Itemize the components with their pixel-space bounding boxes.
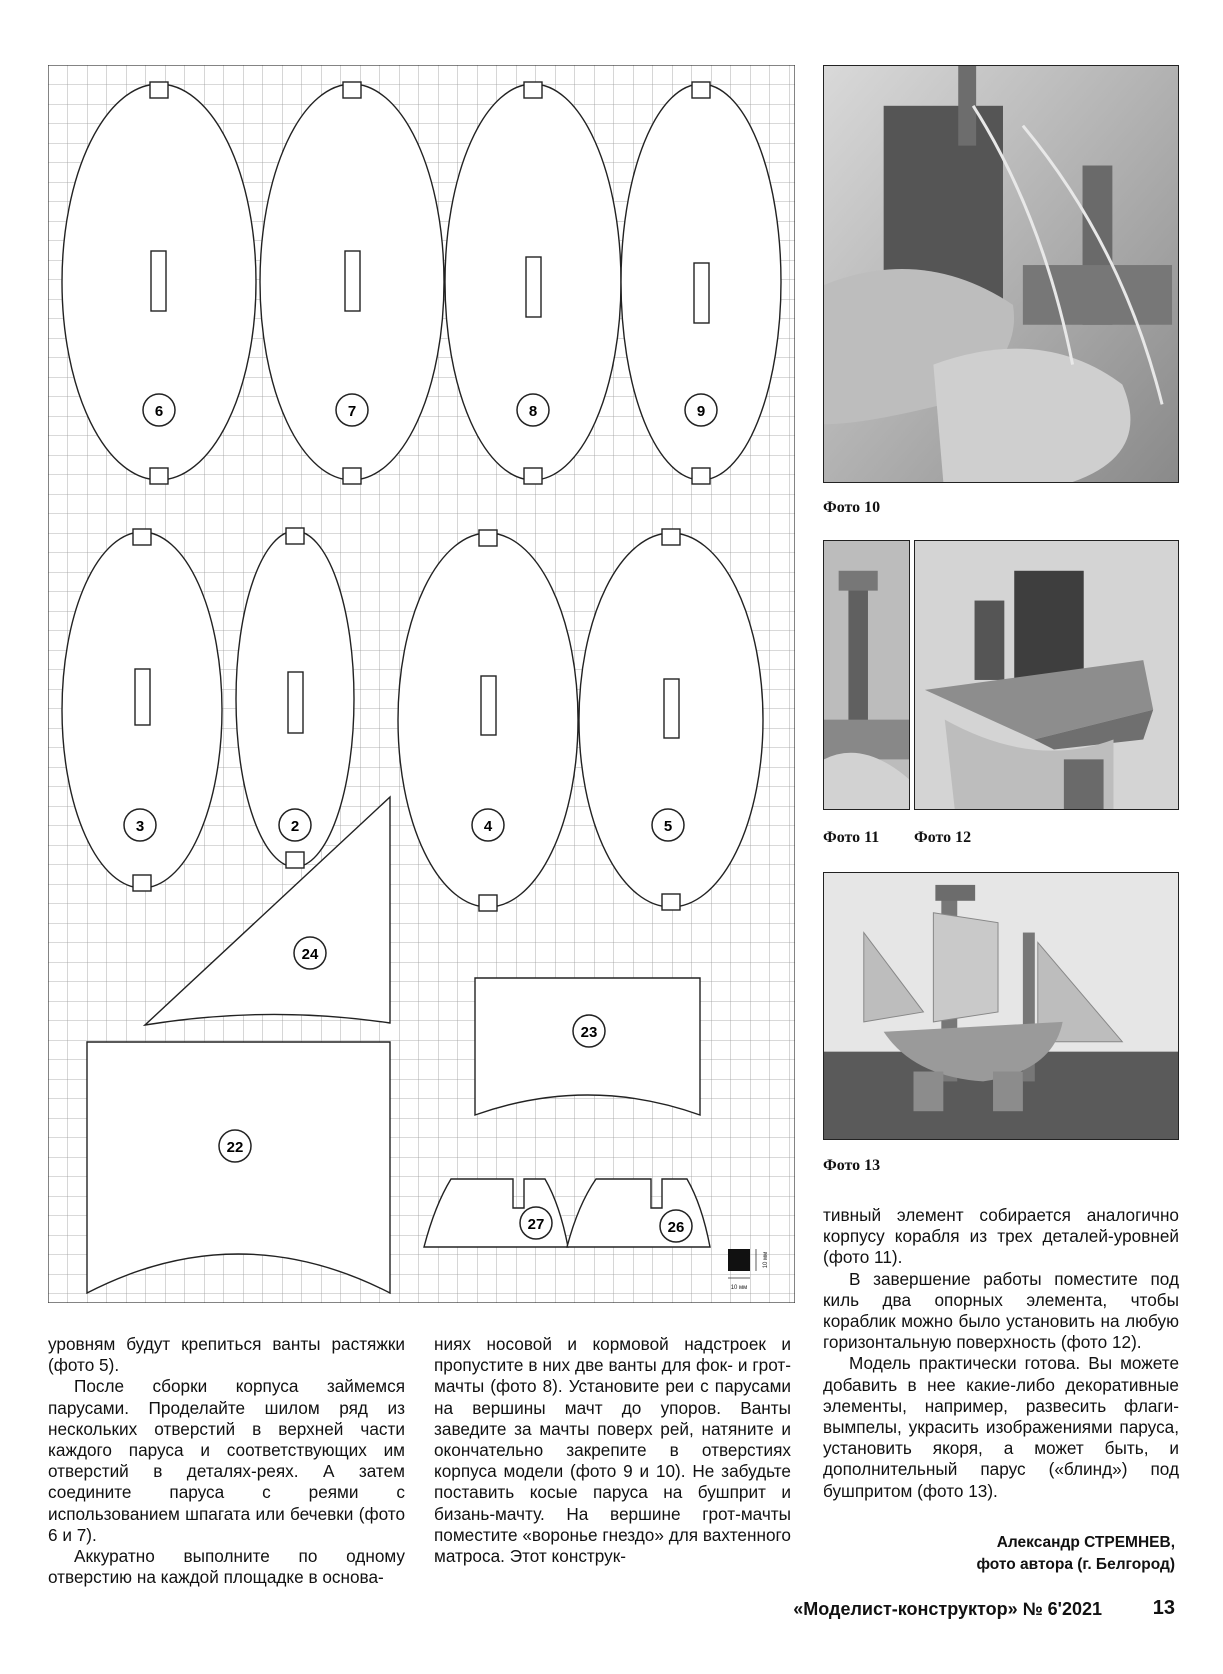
photo-11	[823, 540, 910, 810]
svg-text:27: 27	[527, 1216, 545, 1233]
part-label-2	[279, 809, 311, 841]
paragraph: Аккуратно выполните по одному отверстию на каждой площадке в основа-	[48, 1546, 405, 1588]
svg-text:8: 8	[528, 403, 538, 420]
photo-12	[914, 540, 1179, 810]
svg-text:26: 26	[667, 1219, 685, 1236]
part-label-3	[124, 809, 156, 841]
scale-vertical-label: 10 мм	[763, 1251, 769, 1269]
part-label-8	[517, 394, 549, 426]
photo-10	[823, 65, 1179, 483]
journal-title: «Моделист-конструктор» № 6'2021	[793, 1599, 1102, 1619]
article-column-3	[823, 1205, 1179, 1502]
caption-photo-11: Фото 11	[823, 829, 880, 846]
part-label-9	[685, 394, 717, 426]
paragraph: В завершение работы поместите под киль два опорных элемента, чтобы кораблик можно было установить на любую горизонтальную поверхность (фото 12).	[823, 1268, 1179, 1353]
author-name: Александр СТРЕМНЕВ,	[996, 1534, 1175, 1551]
paragraph: После сборки корпуса займемся парусами. Проделайте шилом ряд из нескольких отверстий в верхней части каждого паруса и соответствующих им отверстий в деталях-реях. А затем соедините паруса с реями с использованием шпагата или бечевки (фото 6 и 7).	[48, 1376, 405, 1545]
pattern-sheet	[48, 65, 795, 1303]
part-label-22	[219, 1130, 251, 1162]
part-label-4	[472, 809, 504, 841]
svg-text:3: 3	[135, 818, 145, 835]
scale-horizontal-label: 10 мм	[730, 1285, 748, 1291]
svg-text:24: 24	[301, 946, 319, 963]
part-5-outline	[579, 529, 763, 910]
paragraph: ниях носовой и кормовой надстроек и пропустите в них две ванты для фок- и грот-мачты (фото 8). Установите реи с парусами на вершины мачт до упоров. Ванты заведите за мачты поверх рей, натяните и окончательно закрепите в отверстиях корпуса модели (фото 9 и 10). Не забудьте поставить косые паруса на бушприт и бизань-мачту. На вершине грот-мачты поместите «воронье гнездо» для вахтенного матроса. Этот конструк-	[434, 1334, 791, 1567]
part-label-23	[573, 1015, 605, 1047]
article-column-2	[434, 1334, 791, 1567]
page-number: 13	[1152, 1597, 1175, 1619]
photo-credit: фото автора (г. Белгород)	[976, 1556, 1175, 1573]
paragraph: Модель практически готова. Вы можете добавить в нее какие-либо декоративные элементы, например, развесить флаги-вымпелы, украсить изображениями паруса, установить якоря, а может быть, и дополнительный парус («блинд») под бушпритом (фото 13).	[823, 1353, 1179, 1501]
svg-text:5: 5	[663, 818, 673, 835]
svg-text:4: 4	[483, 818, 493, 835]
article-column-1	[48, 1334, 405, 1588]
svg-text:6: 6	[154, 403, 164, 420]
part-label-6	[143, 394, 175, 426]
photo-13	[823, 872, 1179, 1140]
svg-text:23: 23	[580, 1024, 598, 1041]
part-4-outline	[398, 530, 578, 911]
author-credit	[976, 1532, 1175, 1576]
part-label-26	[660, 1210, 692, 1242]
part-label-24	[294, 937, 326, 969]
paragraph: уровням будут крепиться ванты растяжки (фото 5).	[48, 1334, 405, 1376]
part-label-27	[520, 1207, 552, 1239]
paragraph: тивный элемент собирается аналогично корпусу корабля из трех деталей-уровней (фото 11).	[823, 1205, 1179, 1268]
svg-text:7: 7	[347, 403, 357, 420]
part-label-7	[336, 394, 368, 426]
caption-photo-13: Фото 13	[823, 1157, 881, 1174]
part-label-5	[652, 809, 684, 841]
caption-photo-12: Фото 12	[914, 829, 972, 846]
caption-photo-10: Фото 10	[823, 499, 881, 516]
svg-text:22: 22	[226, 1139, 244, 1156]
svg-text:9: 9	[696, 403, 706, 420]
svg-text:2: 2	[290, 818, 300, 835]
